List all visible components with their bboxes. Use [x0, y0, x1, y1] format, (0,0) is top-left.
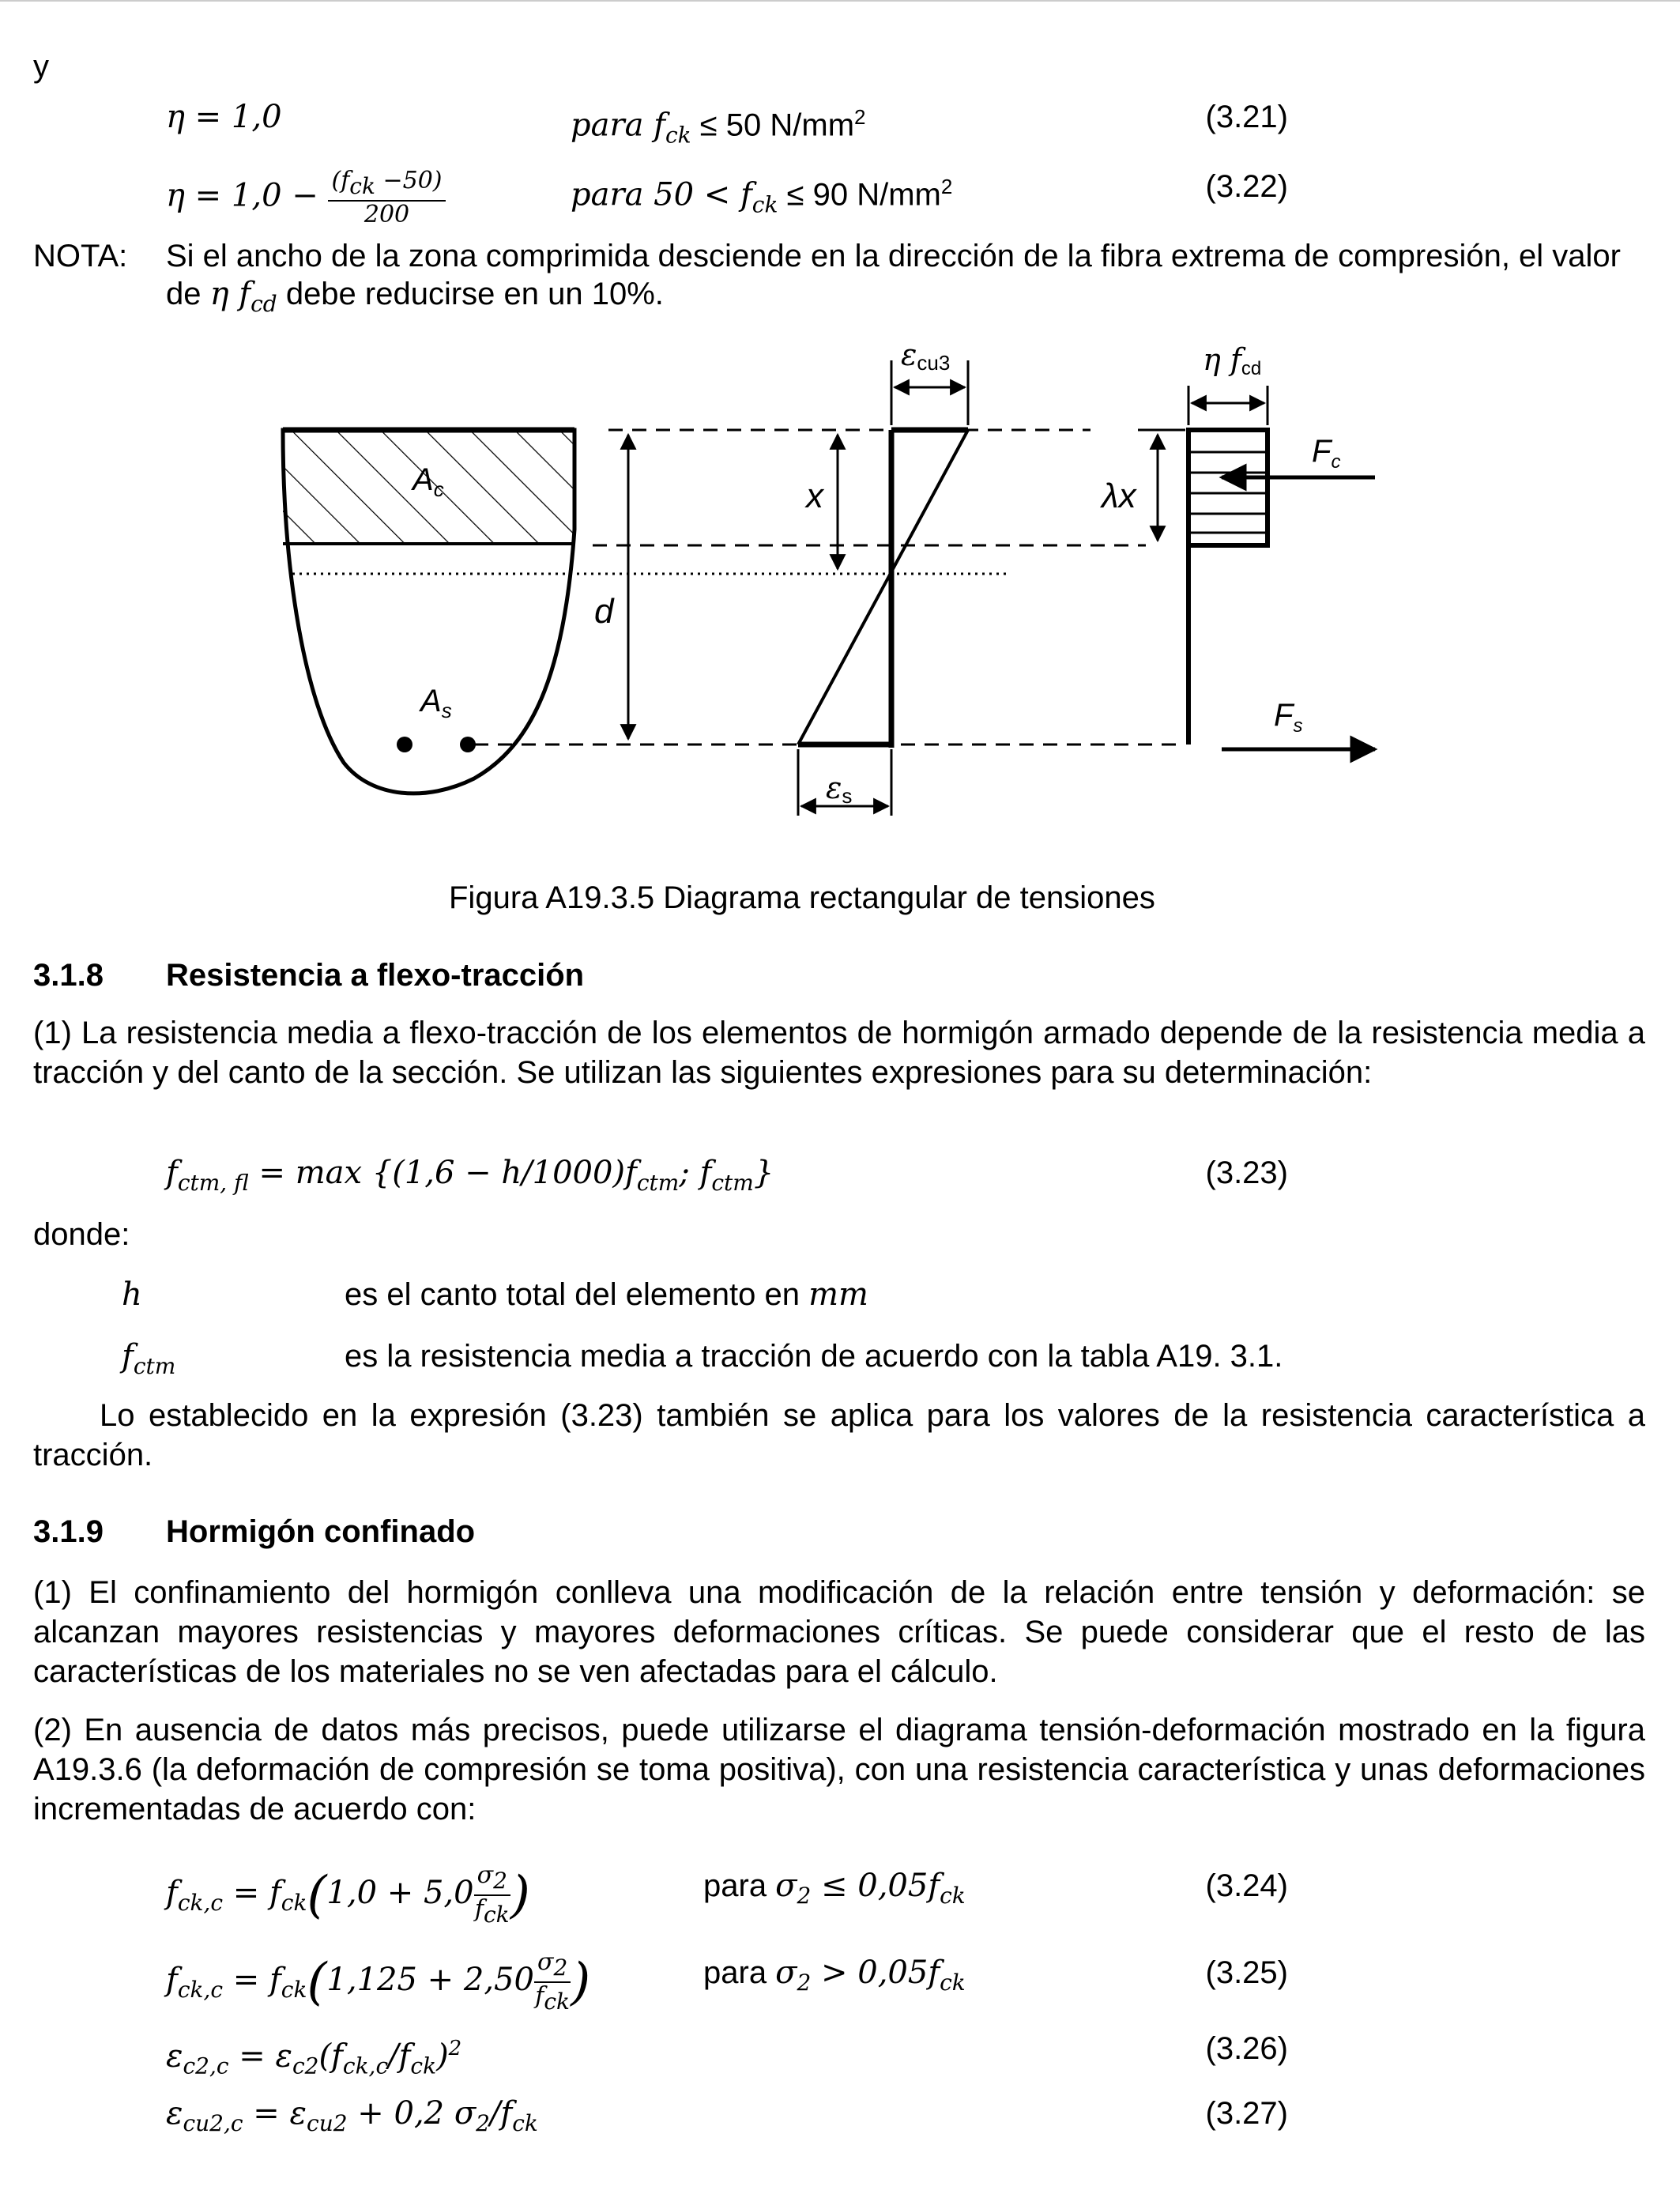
nota-a: de: [166, 277, 210, 311]
eq-3-22-lhs: [166, 168, 446, 228]
figure-caption: Figura A19.3.5 Diagrama rectangular de tensiones: [449, 880, 1155, 915]
def-h-symbol: h: [122, 1276, 142, 1313]
label-es: εs: [826, 771, 853, 808]
paragraph-3-1-9-1: (1) El confinamiento del hormigón conlleva una modificación de la relación entre tensión y deformación: se alcanzan mayores resistencias y mayores deformaciones críticas. Se puede considerar que el resto de las características de los materiales no se ven afectadas para el cálculo.: [33, 1575, 1645, 1689]
donde-label: donde:: [33, 1217, 130, 1252]
eq27-d: /f: [489, 2095, 513, 2132]
eq25-cond-rest: > 0,05f: [811, 1955, 940, 1991]
eq-3-26-number: (3.26): [1205, 2031, 1288, 2066]
eq-3-22-cond-rest: ≤ 90 N/mm: [778, 177, 941, 213]
eq-3-22-lhs-text: η = 1,0 −: [166, 177, 318, 214]
label-Ac: $A_c$: [412, 462, 444, 501]
eq24-cond-sub2: ck: [940, 1883, 966, 1909]
eq-3-22-cond-sub: ck: [751, 191, 778, 218]
section-3-1-8-number: 3.1.8: [33, 958, 104, 993]
eq-3-22-number: (3.22): [1205, 169, 1288, 204]
word-y-text: y: [33, 49, 49, 84]
eq23-sub2: ctm: [636, 1170, 680, 1196]
def-fctm-symbol: [122, 1337, 175, 1385]
eq25-paren-close: ): [571, 1953, 591, 2011]
eq26-b-sub: c2: [292, 2053, 319, 2079]
eq25-cond: para: [703, 1955, 776, 1990]
eq25-lhs: f: [166, 1962, 178, 1998]
frac-num-rest: −50): [375, 167, 443, 194]
eq25-frac-den: [534, 1983, 571, 2015]
def-f-sym: f: [122, 1338, 134, 1374]
nota-text-line2: [166, 275, 664, 323]
eq-3-26: [166, 2030, 461, 2085]
eq-3-21-lhs-text: η = 1,0: [166, 99, 282, 135]
eq-3-24: [166, 1862, 530, 1928]
frac-num-a: (f: [331, 167, 350, 194]
eq-3-21-cond-a: para f: [571, 107, 665, 144]
label-x: x: [806, 477, 823, 515]
eq27-a: ε: [166, 2095, 183, 2132]
section-3-1-9-title: Hormigón confinado: [166, 1514, 476, 1549]
eq-3-27: [166, 2094, 538, 2143]
label-Fc: $F_c$: [1312, 434, 1341, 473]
eq-3-21-cond-sup: 2: [854, 105, 866, 129]
nota-b: debe reducirse en un 10%.: [277, 277, 664, 311]
frac-num-sub: ck: [349, 173, 375, 199]
def-h-text: [345, 1276, 868, 1314]
eq25-cond-m: σ: [775, 1955, 797, 1991]
eq24-paren-close: ): [510, 1866, 530, 1924]
eq25-frac-num: [534, 1949, 571, 1983]
eq26-a-sub: c2,c: [183, 2053, 229, 2079]
nota-text-line1: Si el ancho de la zona comprimida desciende en la dirección de la fibra extrema de compresión, el valor: [166, 239, 1621, 273]
stress-diagram-figure: [237, 332, 1407, 854]
label-d: d: [594, 592, 614, 631]
def-h-desc: es el canto total del elemento en: [345, 1277, 809, 1312]
eq24-fd: f: [474, 1895, 484, 1923]
eq-3-22-frac-den: 200: [363, 201, 410, 228]
eq24-fn-sub: 2: [493, 1868, 507, 1894]
eq24-cond: para: [703, 1868, 776, 1903]
eq24-frac-den: [474, 1896, 510, 1928]
eq23-rest: = max {(1,6 − h/1000)f: [248, 1155, 637, 1191]
section-3-1-8-title: Resistencia a flexo-tracción: [166, 958, 585, 993]
strain-diagram: [798, 360, 968, 816]
eq25-cond-sub: 2: [797, 1970, 812, 1996]
eq-3-21-cond-sub: ck: [665, 122, 691, 149]
eq24-fn: σ: [477, 1861, 494, 1889]
eq26-a: ε: [166, 2038, 183, 2075]
eq-3-22-cond-a: para 50 < f: [571, 176, 752, 213]
eq-3-21-number: (3.21): [1205, 100, 1288, 134]
def-f-sub: ctm: [133, 1353, 176, 1379]
eq25-fd-sub: ck: [544, 1989, 570, 2015]
eq27-a-sub: cu2,c: [183, 2110, 243, 2136]
word-y: [33, 47, 49, 85]
paragraph-3-1-9-2: (2) En ausencia de datos más precisos, puede utilizarse el diagrama tensión-deformación mostrado en la figura A19.3.6 (la deformación de compresión se toma positiva), con una resistencia característica y unas deformaciones incrementadas de acuerdo con:: [33, 1713, 1645, 1826]
eq27-b: = ε: [243, 2095, 307, 2132]
eq-3-22-fraction: [328, 168, 445, 228]
label-Fs: $F_s$: [1274, 698, 1303, 737]
eq27-b-sub: cu2: [307, 2110, 348, 2136]
eq-3-24-number: (3.24): [1205, 1868, 1288, 1903]
eq-3-25-condition: [703, 1954, 966, 2002]
eq27-c-sub: 2: [476, 2110, 490, 2136]
eq-3-25-number: (3.25): [1205, 1955, 1288, 1990]
eq-3-21-lhs: [166, 98, 282, 136]
eq25-mid-sub: ck: [281, 1977, 307, 2003]
eq25-inner: 1,125 + 2,50: [326, 1962, 534, 1998]
eq25-fn: σ: [537, 1948, 554, 1976]
eq-3-22-condition: [571, 168, 952, 224]
eq26-b: = ε: [228, 2038, 292, 2075]
eq24-cond-rest: ≤ 0,05f: [811, 1868, 940, 1904]
cross-section: [283, 430, 1008, 794]
eq23-rest3: }: [753, 1155, 774, 1191]
eq24-lhs-sub: ck,c: [177, 1890, 224, 1916]
eq26-c-sub: ck,c: [342, 2053, 389, 2079]
eq23-sub: ctm, fl: [177, 1170, 249, 1196]
eq-3-21-cond-rest: ≤ 50 N/mm: [691, 107, 855, 143]
eq24-cond-sub: 2: [797, 1883, 812, 1909]
eq26-c: (f: [318, 2038, 343, 2075]
eq27-d-sub: ck: [512, 2110, 538, 2136]
nota-m: η f: [209, 276, 251, 312]
label-eta-fcd: η fcd: [1203, 342, 1262, 379]
eq-3-23: [166, 1154, 774, 1202]
eq24-inner: 1,0 + 5,0: [326, 1875, 474, 1911]
section-3-1-9-number: 3.1.9: [33, 1514, 104, 1549]
eq25-mid: = f: [223, 1962, 281, 1998]
rebar-2: [460, 737, 476, 752]
top-border: [0, 0, 1680, 2]
eq24-paren-open: (: [307, 1866, 327, 1924]
paragraph-3-1-8-1: (1) La resistencia media a flexo-tracción de los elementos de hormigón armado depende de la resistencia media a tracción y del canto de la sección. Se utilizan las siguientes expresiones para su determinación:: [33, 1016, 1645, 1090]
eq26-e: ): [436, 2038, 449, 2075]
label-ecu3: εcu3: [901, 337, 951, 375]
eq-3-23-number: (3.23): [1205, 1155, 1288, 1190]
eq23-sub3: ctm: [711, 1170, 754, 1196]
nota-sub: cd: [250, 291, 277, 317]
eq-3-27-number: (3.27): [1205, 2096, 1288, 2131]
eq24-mid: = f: [223, 1875, 281, 1911]
label-lambda-x: λx: [1102, 477, 1136, 515]
nota-label: NOTA:: [33, 239, 128, 273]
eq25-fn-sub: 2: [553, 1955, 568, 1981]
eq23-rest2: ; f: [679, 1155, 712, 1191]
eq23-a: f: [166, 1155, 178, 1191]
eq26-d: /f: [388, 2038, 411, 2075]
eq25-fd: f: [535, 1982, 544, 2010]
eq-3-24-condition: [703, 1867, 966, 1915]
eq25-fraction: [534, 1949, 571, 2015]
eq-3-22-frac-num: [328, 168, 445, 202]
eq-3-25: [166, 1949, 590, 2015]
paragraph-3-1-8-2: Lo establecido en la expresión (3.23) también se aplica para los valores de la resistencia característica a tracción.: [33, 1398, 1645, 1472]
eq26-d-sub: ck: [410, 2053, 437, 2079]
def-h-unit: mm: [808, 1276, 868, 1313]
rebar-1: [397, 737, 412, 752]
eq26-e-sup: 2: [448, 2037, 462, 2060]
eq25-paren-open: (: [307, 1953, 327, 2011]
eq24-mid-sub: ck: [281, 1890, 307, 1916]
label-As: $A_s$: [420, 684, 452, 722]
eq25-cond-sub2: ck: [940, 1970, 966, 1996]
eq24-fd-sub: ck: [483, 1902, 510, 1928]
stress-block: [1138, 386, 1375, 749]
eq-3-22-cond-sup: 2: [940, 175, 953, 198]
eq-3-21-condition: [571, 98, 866, 154]
eq25-lhs-sub: ck,c: [177, 1977, 224, 2003]
def-fctm-text: es la resistencia media a tracción de acuerdo con la tabla A19. 3.1.: [345, 1339, 1283, 1374]
eq27-c: + 0,2 σ: [347, 2095, 477, 2132]
eq24-fraction: [474, 1862, 510, 1928]
eq24-frac-num: [474, 1862, 510, 1896]
eq24-lhs: f: [166, 1875, 178, 1911]
eq24-cond-m: σ: [775, 1868, 797, 1904]
